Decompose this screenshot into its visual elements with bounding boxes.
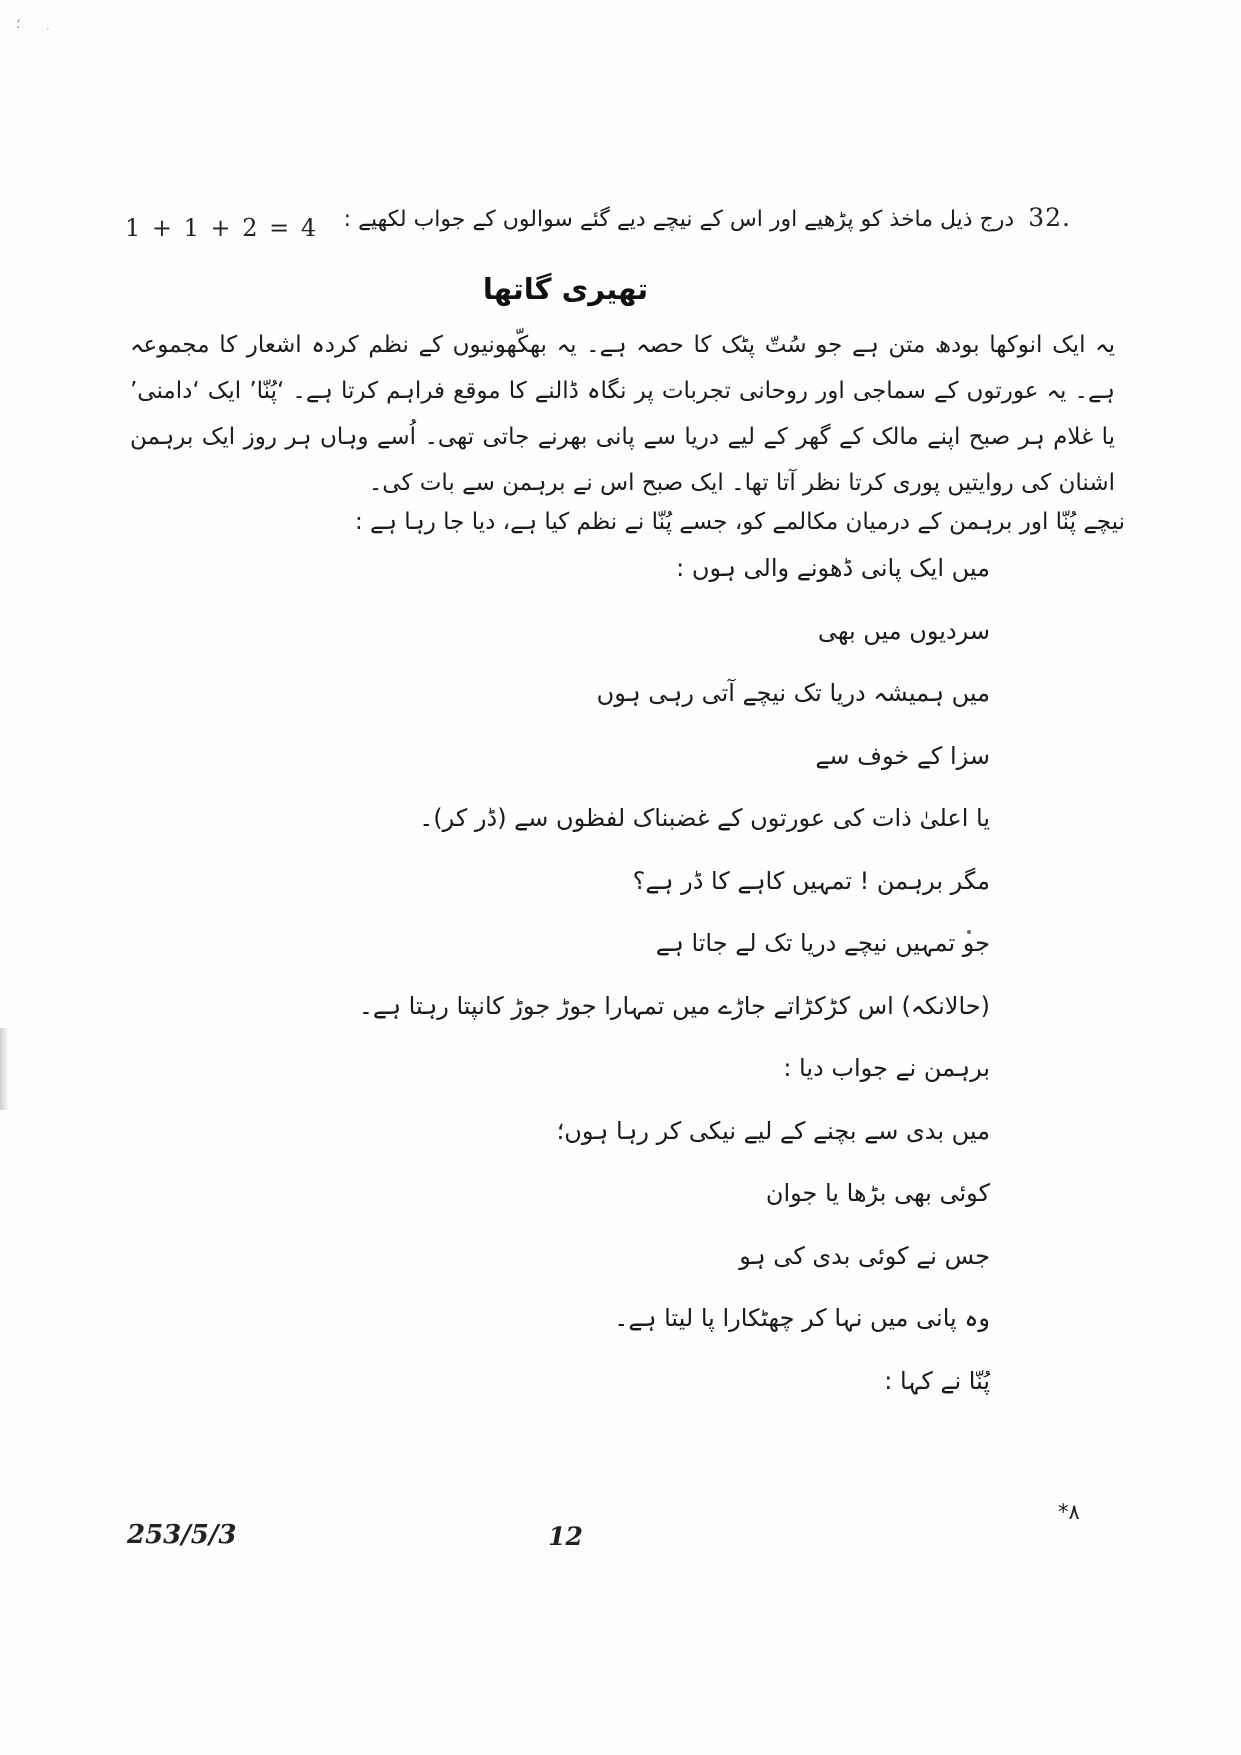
verse-line: کوئی بھی بڑھا یا جوان	[765, 1179, 990, 1207]
verse-line: مگر برہمن ! تمہیں کاہے کا ڈر ہے؟	[632, 866, 990, 895]
scan-speck: ؛	[16, 16, 21, 32]
verse-line: جس نے کوئی بدی کی ہو	[739, 1241, 990, 1270]
verse-line: میں ہمیشہ دریا تک نیچے آتی رہی ہوں	[596, 679, 990, 707]
verse-line: پُنّا نے کہا :	[884, 1366, 990, 1395]
question-text: درج ذیل ماخذ کو پڑھیے اور اس کے نیچے دیے گئے سوالوں کے جواب لکھیے :	[343, 207, 1015, 232]
poem-verses	[130, 548, 990, 1423]
verse-line: میں بدی سے بچنے کے لیے نیکی کر رہا ہوں؛	[556, 1116, 990, 1145]
question-number: 32.	[1028, 203, 1071, 232]
passage-paragraph: یہ ایک انوکھا بودھ متن ہے جو سُتّ پٹک کا حصہ ہے۔ یہ بھکّھونیوں کے نظم کردہ اشعار کا مجموعہ ہے۔ یہ عورتوں کے سماجی اور روحانی تجربات پر نگاہ ڈالنے کا موقع فراہم کرتا ہے۔ ‘پُنّا’ ایک ‘دامنی’ یا غلام ہر صبح اپنے مالک کے گھر کے لیے دریا سے پانی بھرنے جاتی تھی۔ اُسے وہاں ہر روز ایک برہمن اشنان کی روایتیں پوری کرتا نظر آتا تھا۔ ایک صبح اس نے برہمن سے بات کی۔	[130, 332, 1115, 496]
verse-line: سردیوں میں بھی	[817, 616, 990, 645]
verse-line: جو تمہیں نیچے دریا تک لے جاتا ہے	[655, 929, 990, 957]
verse-line: برہمن نے جواب دیا :	[783, 1054, 990, 1082]
corner-mark: *٨	[1058, 1500, 1080, 1524]
page-number: 12	[548, 1522, 583, 1551]
marks-scheme: 1 + 1 + 2 = 4	[125, 214, 319, 242]
verse-line: سزا کے خوف سے	[815, 741, 990, 770]
verse-line: (حالانکہ) اس کڑکڑاتے جاڑے میں تمہارا جوڑ جوڑ کانپتا رہتا ہے۔	[358, 991, 990, 1020]
verse-line: میں ایک پانی ڈھونے والی ہوں :	[676, 554, 990, 582]
scan-speck: ·	[46, 22, 50, 36]
dialogue-intro: نیچے پُنّا اور برہمن کے درمیان مکالمے کو، جسے پُنّا نے نظم کیا ہے، دیا جا رہا ہے :	[354, 509, 1125, 535]
paper-code: 253/5/3	[127, 1520, 237, 1550]
scan-edge-shadow	[0, 1028, 9, 1110]
verse-line: وہ پانی میں نہا کر چھٹکارا پا لیتا ہے۔	[614, 1304, 990, 1332]
passage-title: تھیری گاتھا	[482, 272, 649, 306]
verse-line: یا اعلیٰ ذات کی عورتوں کے غضبناک لفظوں سے (ڈر کر)۔	[419, 804, 990, 832]
